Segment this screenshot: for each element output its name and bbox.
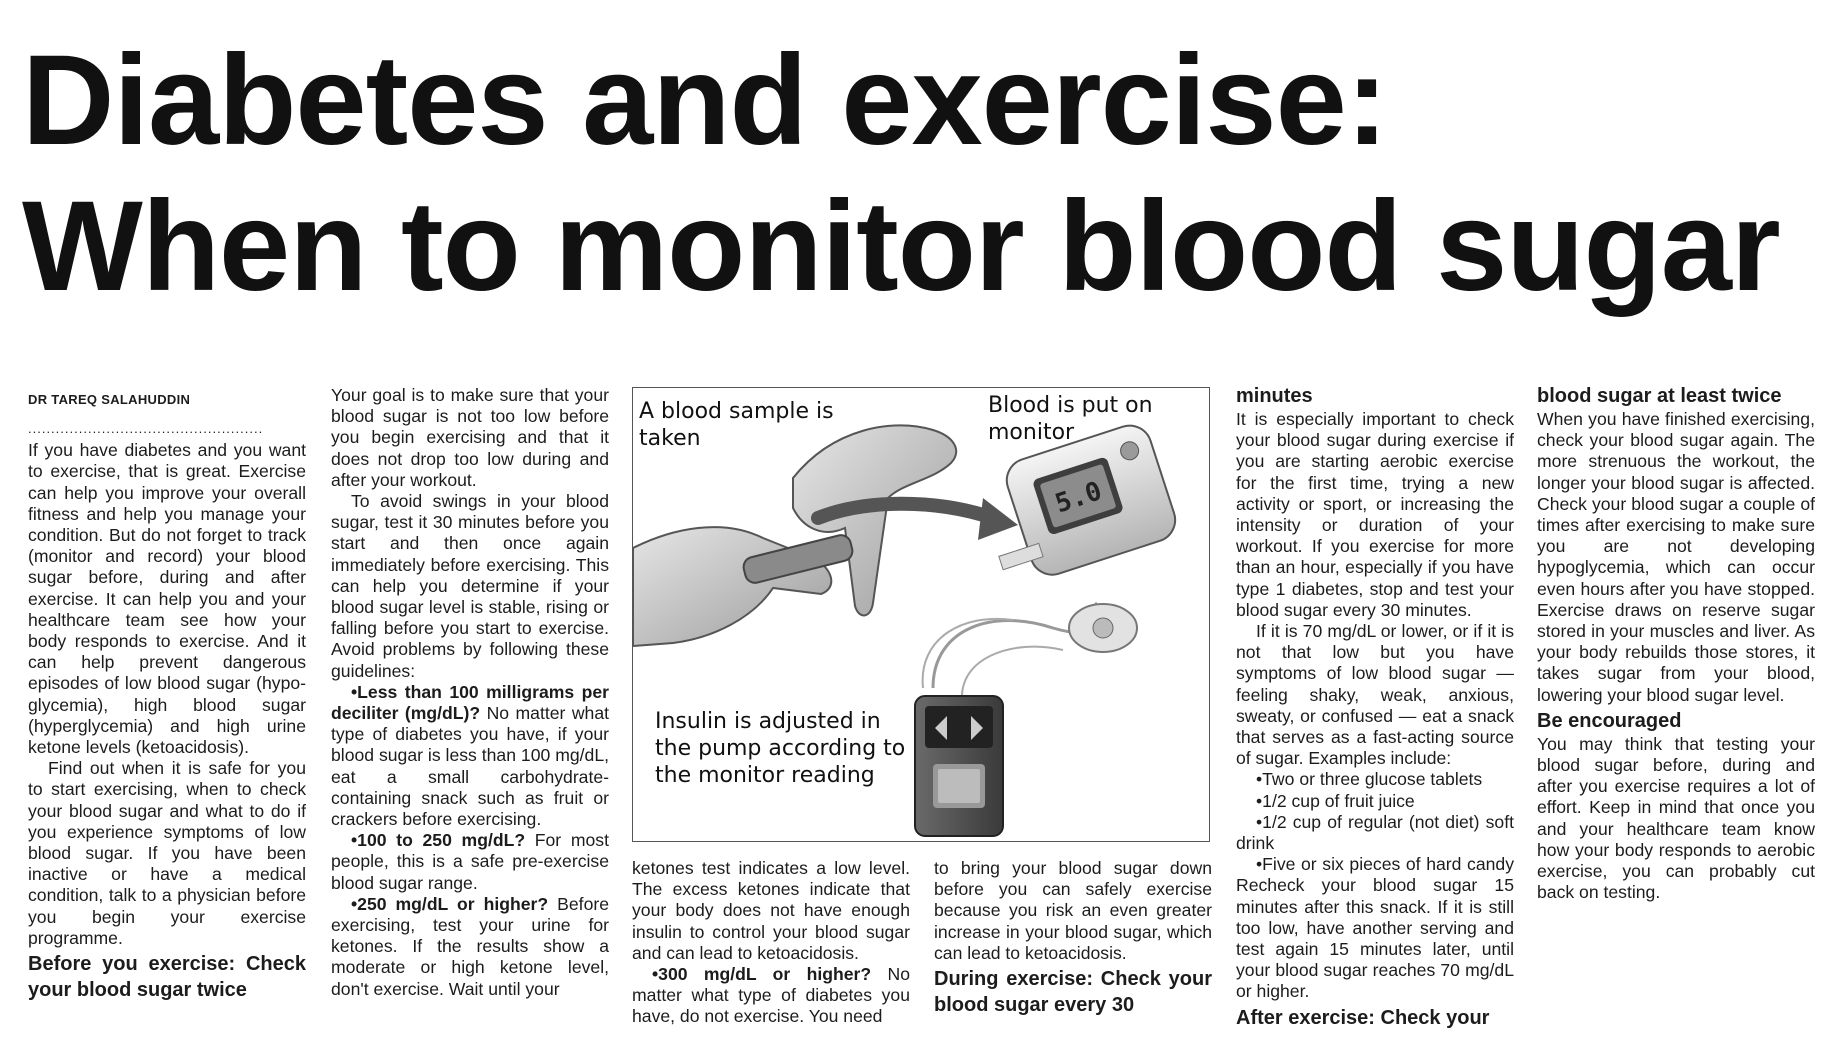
- column-4: [934, 858, 1212, 1038]
- encouraged-paragraph: You may think that testing your blood sugar before, during and after you exercise requires a lot of effort. Keep in mind that once you and your healthcare team know how your body responds to aerobic exercise, you can probably cut back on testing.: [1537, 733, 1815, 903]
- ketones-paragraph: ketones test indicates a low level. The excess ketones indicate that your body does not have enough insulin to control your blood sugar and can lead to ketoacidosis.: [632, 858, 910, 963]
- headline-line-1: Diabetes and exercise:: [22, 29, 1388, 172]
- byline-divider: ...................................................: [28, 421, 264, 437]
- insulin-pump-icon: [915, 696, 1003, 836]
- guideline-100-250-label: •100 to 250 mg/dL?: [351, 830, 526, 851]
- column-6: [1537, 383, 1815, 1033]
- column-2: [331, 385, 609, 1035]
- column-5: [1236, 383, 1514, 1033]
- caption-blood-on-monitor: Blood is put on monitor: [988, 393, 1153, 445]
- swings-paragraph: To avoid swings in your blood sugar, test it 30 minutes before you start and then once again immediately before exercising. This can help you determine if your blood sugar level is stable, rising or falling before you start to exercise. Avoid problems by following these guidelines:: [331, 491, 609, 681]
- guideline-less-100-text: No matter what type of diabetes you have, if your blood sugar is less than 100 mg/dL, eat a small carbohydrate-containing snack such as fruit or crackers before exercising.: [331, 703, 609, 830]
- byline: DR TAREQ SALAHUDDIN: [28, 392, 191, 407]
- guideline-250-higher-text: Before exercising, test your urine for ketones. If the results show a moderate or high ketone level, don't exercise. Wait until your: [331, 893, 609, 999]
- after-exercise-heading: After exercise: Check your: [1236, 1006, 1490, 1029]
- guideline-less-100-label: •Less than 100 milligrams per deciliter (mg/dL)?: [331, 681, 609, 724]
- example-hard-candy: •Five or six pieces of hard candy Recheck your blood sugar 15 minutes after this snack. If it is still too low, have another serving and test again 15 minutes later, until your blood sugar reaches 70 mg/dL or higher.: [1236, 854, 1514, 1002]
- guideline-250-higher: [331, 894, 609, 1000]
- guideline-100-250: [331, 830, 609, 894]
- low-sugar-paragraph: If it is 70 mg/dL or lower, or if it is not that low but you have symptoms of low blood sugar — feeling shaky, weak, anxious, sweaty, or confused — eat a snack that serves as a fast-acting source of sugar. Examples include:: [1236, 621, 1514, 769]
- intro-paragraph: If you have diabetes and you want to exercise, that is great. Exercise can help you improve your overall fitness and help you manage your condition. But do not forget to track (monitor and record) your blood sugar before, during and after exercise. It can help you and your healthcare team see how your body responds to exercise. And it can help prevent dangerous episodes of low blood sugar (hypo-glycemia), high blood sugar (hyperglycemia) and high urine ketone levels (ketoacidosis).: [28, 440, 306, 758]
- meter-reading: 5.0: [1051, 476, 1106, 520]
- glucose-monitoring-illustration: [632, 387, 1210, 842]
- example-glucose-tablets: •Two or three glucose tablets: [1256, 769, 1483, 790]
- after-paragraph: When you have finished exercising, check your blood sugar again. The more strenuous the workout, the longer your blood sugar is affected. Check your blood sugar a couple of times after exercising to make sure you are not developing hypoglycemia, which can occur even hours after you have stopped. Exercise draws on reserve sugar stored in your muscles and liver. As your body rebuilds those stores, it takes sugar from your blood, lowering your blood sugar level.: [1537, 409, 1815, 705]
- flow-arrow-icon: [818, 504, 993, 518]
- example-fruit-juice: •1/2 cup of fruit juice: [1256, 790, 1415, 811]
- be-encouraged-heading: Be encouraged: [1537, 709, 1682, 732]
- lower-sugar-paragraph: to bring your blood sugar down before you can safely exercise because you risk an even greater increase in your blood sugar, which can lead to ketoacidosis.: [934, 858, 1212, 963]
- guideline-100-250-text: For most people, this is a safe pre-exercise blood sugar range.: [331, 830, 609, 893]
- guideline-250-higher-label: •250 mg/dL or higher?: [351, 893, 549, 914]
- after-exercise-heading-end: blood sugar at least twice: [1537, 385, 1782, 407]
- guideline-300-higher: [632, 964, 910, 1028]
- before-exercise-heading: Before you exercise: Check your blood sugar twice: [28, 953, 306, 1002]
- goal-paragraph: Your goal is to make sure that your blood sugar is not too low before you begin exercising and that it does not drop too low during and after your workout.: [331, 385, 609, 490]
- column-3: [632, 858, 910, 1038]
- guideline-less-100: [331, 682, 609, 830]
- during-paragraph: It is especially important to check your blood sugar during exercise if you are starting aerobic exercise for the first time, trying a new activity or sport, or increasing the intensity or duration of your workout. If you exercise for more than an hour, especially if you have type 1 diabetes, stop and test your blood sugar every 30 minutes.: [1236, 409, 1514, 620]
- column-1: [28, 385, 306, 1035]
- guideline-300-higher-label: •300 mg/dL or higher?: [652, 964, 872, 985]
- during-exercise-heading: During exercise: Check your blood sugar every 30: [934, 968, 1212, 1017]
- headline-line-2: When to monitor blood sugar: [22, 175, 1780, 318]
- caption-blood-sample: A blood sample is taken: [639, 399, 834, 451]
- example-soft-drink: •1/2 cup of regular (not diet) soft drink: [1236, 811, 1514, 854]
- caption-insulin-adjusted: Insulin is adjusted in the pump according to the monitor reading: [655, 709, 906, 788]
- safety-paragraph: Find out when it is safe for you to start exercising, when to check your blood sugar and what to do if you experience symptoms of low blood sugar. If you have been inactive or have a medical condition, talk to a physician before you begin your exercise programme.: [28, 758, 306, 948]
- guideline-300-higher-text: No matter what type of diabetes you have, do not exercise. You need: [632, 964, 910, 1027]
- headline: [22, 28, 1822, 320]
- during-exercise-heading-end: minutes: [1236, 385, 1313, 407]
